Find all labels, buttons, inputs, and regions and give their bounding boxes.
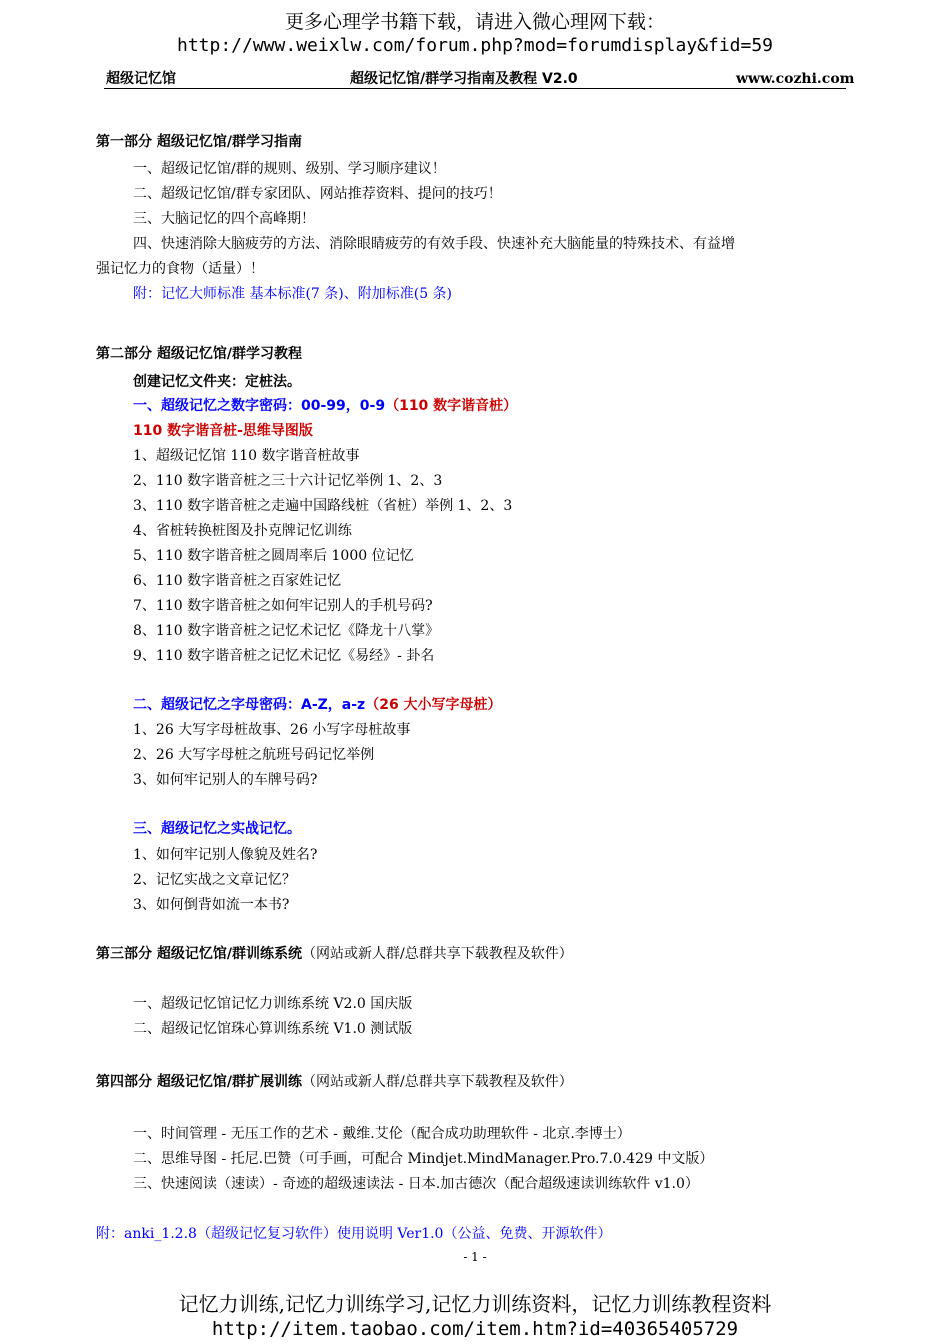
part4-note: （网站或新人群/总群共享下载教程及软件） (302, 1074, 573, 1090)
part1-item[interactable]: 四、快速消除大脑疲劳的方法、消除眼睛疲劳的有效手段、快速补充大脑能量的特殊技术、有益增 (133, 236, 735, 252)
part3-title-line (96, 945, 573, 963)
section2-heading[interactable] (133, 696, 502, 714)
part4-title-line (96, 1073, 573, 1091)
section1-heading-main: 一、超级记忆之数字密码：00-99，0-9 (133, 398, 386, 414)
part1-item[interactable]: 三、大脑记忆的四个高峰期！ (133, 211, 315, 227)
part2-title: 第二部分 超级记忆馆/群学习教程 (96, 346, 302, 362)
part1-item[interactable]: 一、超级记忆馆/群的规则、级别、学习顺序建议！ (133, 161, 446, 177)
part4-item[interactable]: 二、思维导图 - 托尼.巴赞（可手画，可配合 Mindjet.MindManager.Pro.7.0.429 中文版） (133, 1151, 714, 1167)
header-center: 超级记忆馆/群学习指南及教程 V2.0 (350, 71, 578, 87)
part2-intro: 创建记忆文件夹：定桩法。 (133, 374, 301, 390)
section1-item[interactable]: 2、110 数字谐音桩之三十六计记忆举例 1、2、3 (133, 473, 443, 489)
section3-heading[interactable]: 三、超级记忆之实战记忆。 (133, 821, 301, 837)
section1-heading-sub: （110 数字谐音桩） (385, 398, 518, 414)
header-right[interactable]: www.cozhi.com (736, 71, 855, 87)
part3-item[interactable]: 一、超级记忆馆记忆力训练系统 V2.0 国庆版 (133, 996, 413, 1012)
bottom-banner-url[interactable]: http://item.taobao.com/item.htm?id=40365405729 (211, 1318, 739, 1340)
section1-item[interactable]: 3、110 数字谐音桩之走遍中国路线桩（省桩）举例 1、2、3 (133, 498, 513, 514)
section1-item[interactable]: 8、110 数字谐音桩之记忆术记忆《降龙十八掌》 (133, 623, 440, 639)
page-number: - 1 - (463, 1250, 487, 1264)
section1-item[interactable]: 1、超级记忆馆 110 数字谐音桩故事 (133, 448, 360, 464)
part4-item[interactable]: 三、快速阅读（速读）- 奇迹的超级速读法 - 日本.加古德次（配合超级速读训练软件 v1.0） (133, 1176, 699, 1192)
bottom-banner-text: 记忆力训练,记忆力训练学习,记忆力训练资料，记忆力训练教程资料 (178, 1292, 772, 1316)
part3-note: （网站或新人群/总群共享下载教程及软件） (302, 946, 573, 962)
part3-item[interactable]: 二、超级记忆馆珠心算训练系统 V1.0 测试版 (133, 1021, 413, 1037)
header-left: 超级记忆馆 (106, 71, 176, 87)
section1-item[interactable]: 7、110 数字谐音桩之如何牢记别人的手机号码? (133, 598, 433, 614)
section2-heading-sub: （26 大小写字母桩） (365, 697, 502, 713)
section3-item[interactable]: 2、记忆实战之文章记忆？ (133, 872, 296, 888)
section3-item[interactable]: 3、如何倒背如流一本书? (133, 897, 290, 913)
header-rule (104, 88, 846, 89)
part1-title: 第一部分 超级记忆馆/群学习指南 (96, 134, 302, 150)
anki-appendix-link[interactable]: 附：anki_1.2.8（超级记忆复习软件）使用说明 Ver1.0（公益、免费、开源软件） (96, 1226, 612, 1242)
part3-title: 第三部分 超级记忆馆/群训练系统 (96, 946, 302, 962)
top-banner-url[interactable]: http://www.weixlw.com/forum.php?mod=forumdisplay&fid=59 (176, 35, 774, 56)
part4-item[interactable]: 一、时间管理 - 无压工作的艺术 - 戴维.艾伦（配合成功助理软件 - 北京.李博士） (133, 1126, 631, 1142)
section1-item[interactable]: 5、110 数字谐音桩之圆周率后 1000 位记忆 (133, 548, 414, 564)
part1-item-continued: 强记忆力的食物（适量）！ (96, 261, 264, 277)
section3-item[interactable]: 1、如何牢记别人像貌及姓名? (133, 847, 318, 863)
section2-heading-main: 二、超级记忆之字母密码：A-Z，a-z (133, 697, 366, 713)
section1-item[interactable]: 4、省桩转换桩图及扑克牌记忆训练 (133, 523, 352, 539)
section2-item[interactable]: 1、26 大写字母桩故事、26 小写字母桩故事 (133, 722, 411, 738)
top-banner-text: 更多心理学书籍下载，请进入微心理网下载： (284, 11, 665, 33)
part1-item[interactable]: 二、超级记忆馆/群专家团队、网站推荐资料、提问的技巧！ (133, 186, 502, 202)
section1-mindmap-link[interactable]: 110 数字谐音桩-思维导图版 (133, 423, 313, 439)
section2-item[interactable]: 2、26 大写字母桩之航班号码记忆举例 (133, 747, 375, 763)
part4-title: 第四部分 超级记忆馆/群扩展训练 (96, 1074, 302, 1090)
section2-item[interactable]: 3、如何牢记别人的车牌号码? (133, 772, 318, 788)
section1-heading[interactable] (133, 397, 517, 415)
section1-item[interactable]: 6、110 数字谐音桩之百家姓记忆 (133, 573, 342, 589)
part1-appendix-link[interactable]: 附：记忆大师标准 基本标准(7 条)、附加标准(5 条) (133, 286, 453, 302)
section1-item[interactable]: 9、110 数字谐音桩之记忆术记忆《易经》- 卦名 (133, 648, 435, 664)
